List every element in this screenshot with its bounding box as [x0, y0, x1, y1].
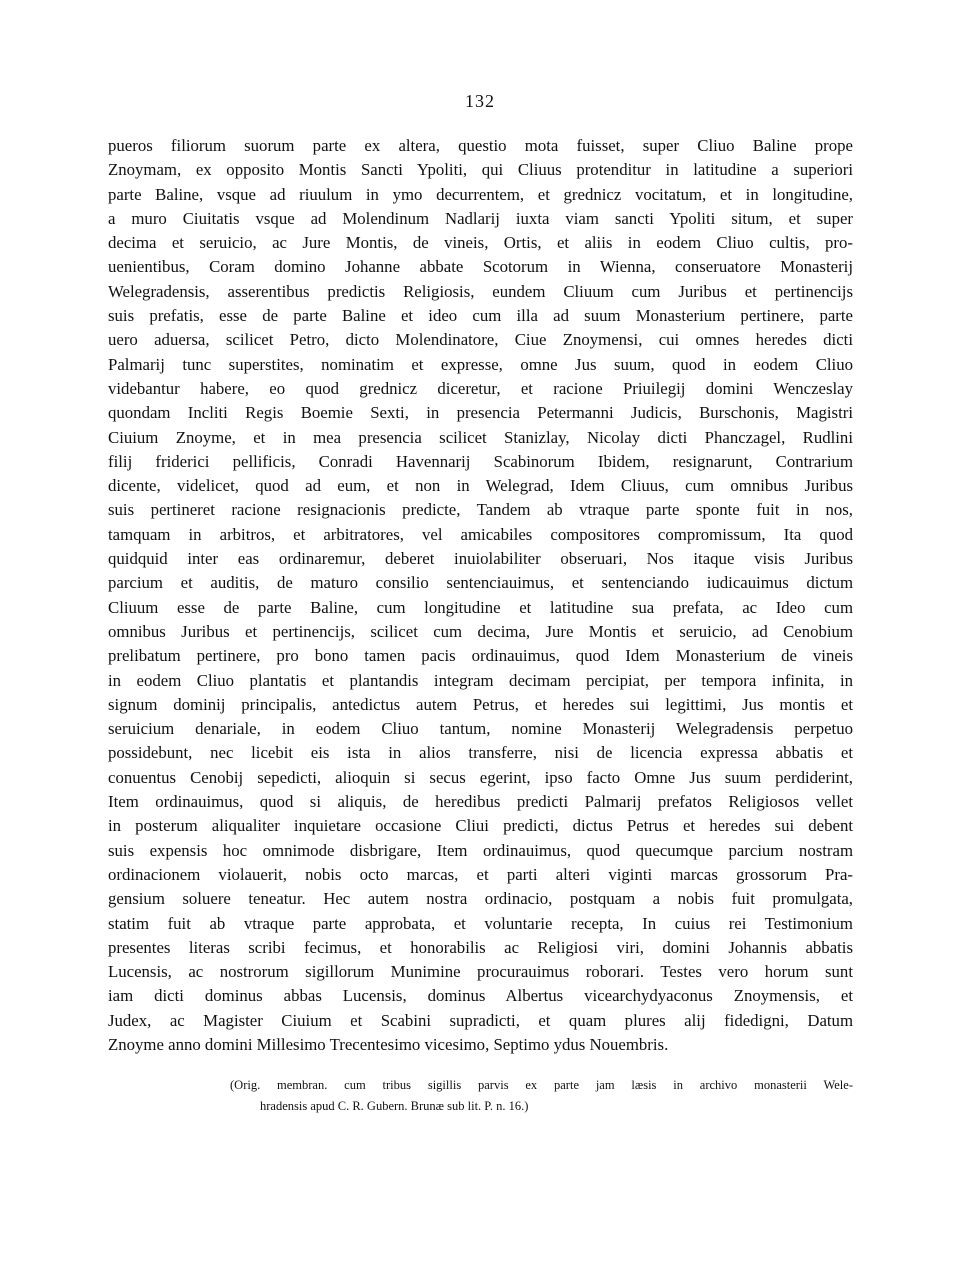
body-line: Cliuum esse de parte Baline, cum longitudine et latitudine sua prefata, ac Ideo cum — [108, 597, 853, 617]
body-line: seruicium denariale, in eodem Cliuo tantum, nomine Monasterij Welegradensis perpetuo — [108, 719, 853, 739]
body-line: pueros filiorum suorum parte ex altera, questio mota fuisset, super Cliuo Baline prope — [108, 136, 853, 155]
footnote-line: hradensis apud C. R. Gubern. Brunæ sub lit. P. n. 16.) — [260, 1099, 529, 1113]
body-line: Item ordinauimus, quod si aliquis, de heredibus predicti Palmarij prefatos Religiosos vellet — [108, 792, 853, 812]
body-line: Znoymam, ex opposito Montis Sancti Ypoliti, qui Cliuus protenditur in latitudine a superiori — [108, 160, 853, 180]
body-line: parte Baline, vsque ad riuulum in ymo decurrentem, et grednicz vocitatum, et in longitudine, — [108, 184, 853, 204]
body-line: quondam Incliti Regis Boemie Sexti, in presencia Petermanni Judicis, Burschonis, Magistri — [108, 403, 853, 423]
body-line: uenientibus, Coram domino Johanne abbate Scotorum in Wienna, conseruatore Monasterij — [108, 257, 853, 277]
body-line: filij friderici pellificis, Conradi Havennarij Scabinorum Ibidem, resignarunt, Contrarium — [108, 451, 853, 471]
body-line: iam dicti dominus abbas Lucensis, dominus Albertus vicearchydyaconus Znoymensis, et — [108, 986, 853, 1006]
body-line: signum dominij principalis, antedictus autem Petrus, et heredes sui legittimi, Jus montis et — [108, 694, 853, 714]
body-line: Judex, ac Magister Ciuium et Scabini supradicti, et quam plures alij fidedigni, Datum — [108, 1010, 853, 1030]
body-line: suis expensis hoc omnimode disbrigare, Item ordinauimus, quod quecumque parcium nostram — [108, 840, 853, 860]
body-line: in posterum aliqualiter inquietare occasione Cliui predicti, dictus Petrus et heredes sui debent — [108, 816, 853, 836]
body-line: ordinacionem violauerit, nobis octo marcas, et parti alteri viginti marcas grossorum Pra- — [108, 864, 853, 884]
body-line: dicente, videlicet, quod ad eum, et non in Welegrad, Idem Cliuus, cum omnibus Juribus — [108, 476, 853, 496]
body-line: decima et seruicio, ac Jure Montis, de vineis, Ortis, et aliis in eodem Cliuo cultis, pro- — [108, 233, 853, 253]
body-line: Lucensis, ac nostrorum sigillorum Munimine procurauimus roborari. Testes vero horum sunt — [108, 962, 853, 982]
body-line: suis prefatis, esse de parte Baline et ideo cum illa ad suum Monasterium pertinere, parte — [108, 306, 853, 326]
body-line: Welegradensis, asserentibus predictis Religiosis, eundem Cliuum cum Juribus et pertinencijs — [108, 281, 853, 301]
body-line: omnibus Juribus et pertinencijs, scilicet cum decima, Jure Montis et seruicio, ad Cenobium — [108, 621, 853, 641]
body-line: statim fuit ab vtraque parte approbata, et voluntarie recepta, In cuius rei Testimonium — [108, 913, 853, 933]
body-line: possidebunt, nec licebit eis ista in alios transferre, nisi de licencia expressa abbatis et — [108, 743, 853, 763]
body-line: quidquid inter eas ordinaremur, deberet inuiolabiliter obseruari, Nos itaque visis Juribus — [108, 549, 853, 569]
body-line: videbantur habere, eo quod grednicz diceretur, et racione Priuilegij domini Wenczeslay — [108, 378, 853, 398]
body-line: prelibatum pertinere, pro bono tamen pacis ordinauimus, quod Idem Monasterium de vineis — [108, 646, 853, 666]
body-line: conuentus Cenobij sepedicti, alioquin si secus egerint, ipso facto Omne Jus suum perdiderint, — [108, 767, 853, 787]
body-line: a muro Ciuitatis vsque ad Molendinum Nadlarij iuxta viam sancti Ypoliti situm, et super — [108, 208, 853, 228]
body-line: Palmarij tunc superstites, nominatim et expresse, omne Jus suum, quod in eodem Cliuo — [108, 354, 853, 374]
body-line: gensium soluere teneatur. Hec autem nostra ordinacio, postquam a nobis fuit promulgata, — [108, 889, 853, 909]
body-line: parcium et auditis, de maturo consilio sentenciauimus, et sentenciando iudicauimus dictum — [108, 573, 853, 593]
footnote — [108, 1075, 853, 1117]
page-number: 132 — [465, 91, 495, 111]
body-line: presentes literas scribi fecimus, et honorabilis ac Religiosi viri, domini Johannis abbatis — [108, 937, 853, 957]
body-line: suis pertineret racione resignacionis predicte, Tandem ab vtraque parte sponte fuit in nos, — [108, 500, 853, 520]
body-line: in eodem Cliuo plantatis et plantandis integram decimam percipiat, per tempora infinita, in — [108, 670, 853, 690]
footnote-line: (Orig. membran. cum tribus sigillis parvis ex parte jam læsis in archivo monasterii Wele- — [230, 1078, 853, 1092]
body-line: Ciuium Znoyme, et in mea presencia scilicet Stanizlay, Nicolay dicti Phanczagel, Rudlini — [108, 427, 853, 447]
body-line: Znoyme anno domini Millesimo Trecentesimo vicesimo, Septimo ydus Nouembris. — [108, 1034, 669, 1054]
document-body — [108, 134, 853, 1057]
body-line: tamquam in arbitros, et arbitratores, vel amicabiles compositores compromissum, Ita quod — [108, 524, 853, 544]
body-line: uero aduersa, scilicet Petro, dicto Molendinatore, Ciue Znoymensi, cui omnes heredes dicti — [108, 330, 853, 350]
